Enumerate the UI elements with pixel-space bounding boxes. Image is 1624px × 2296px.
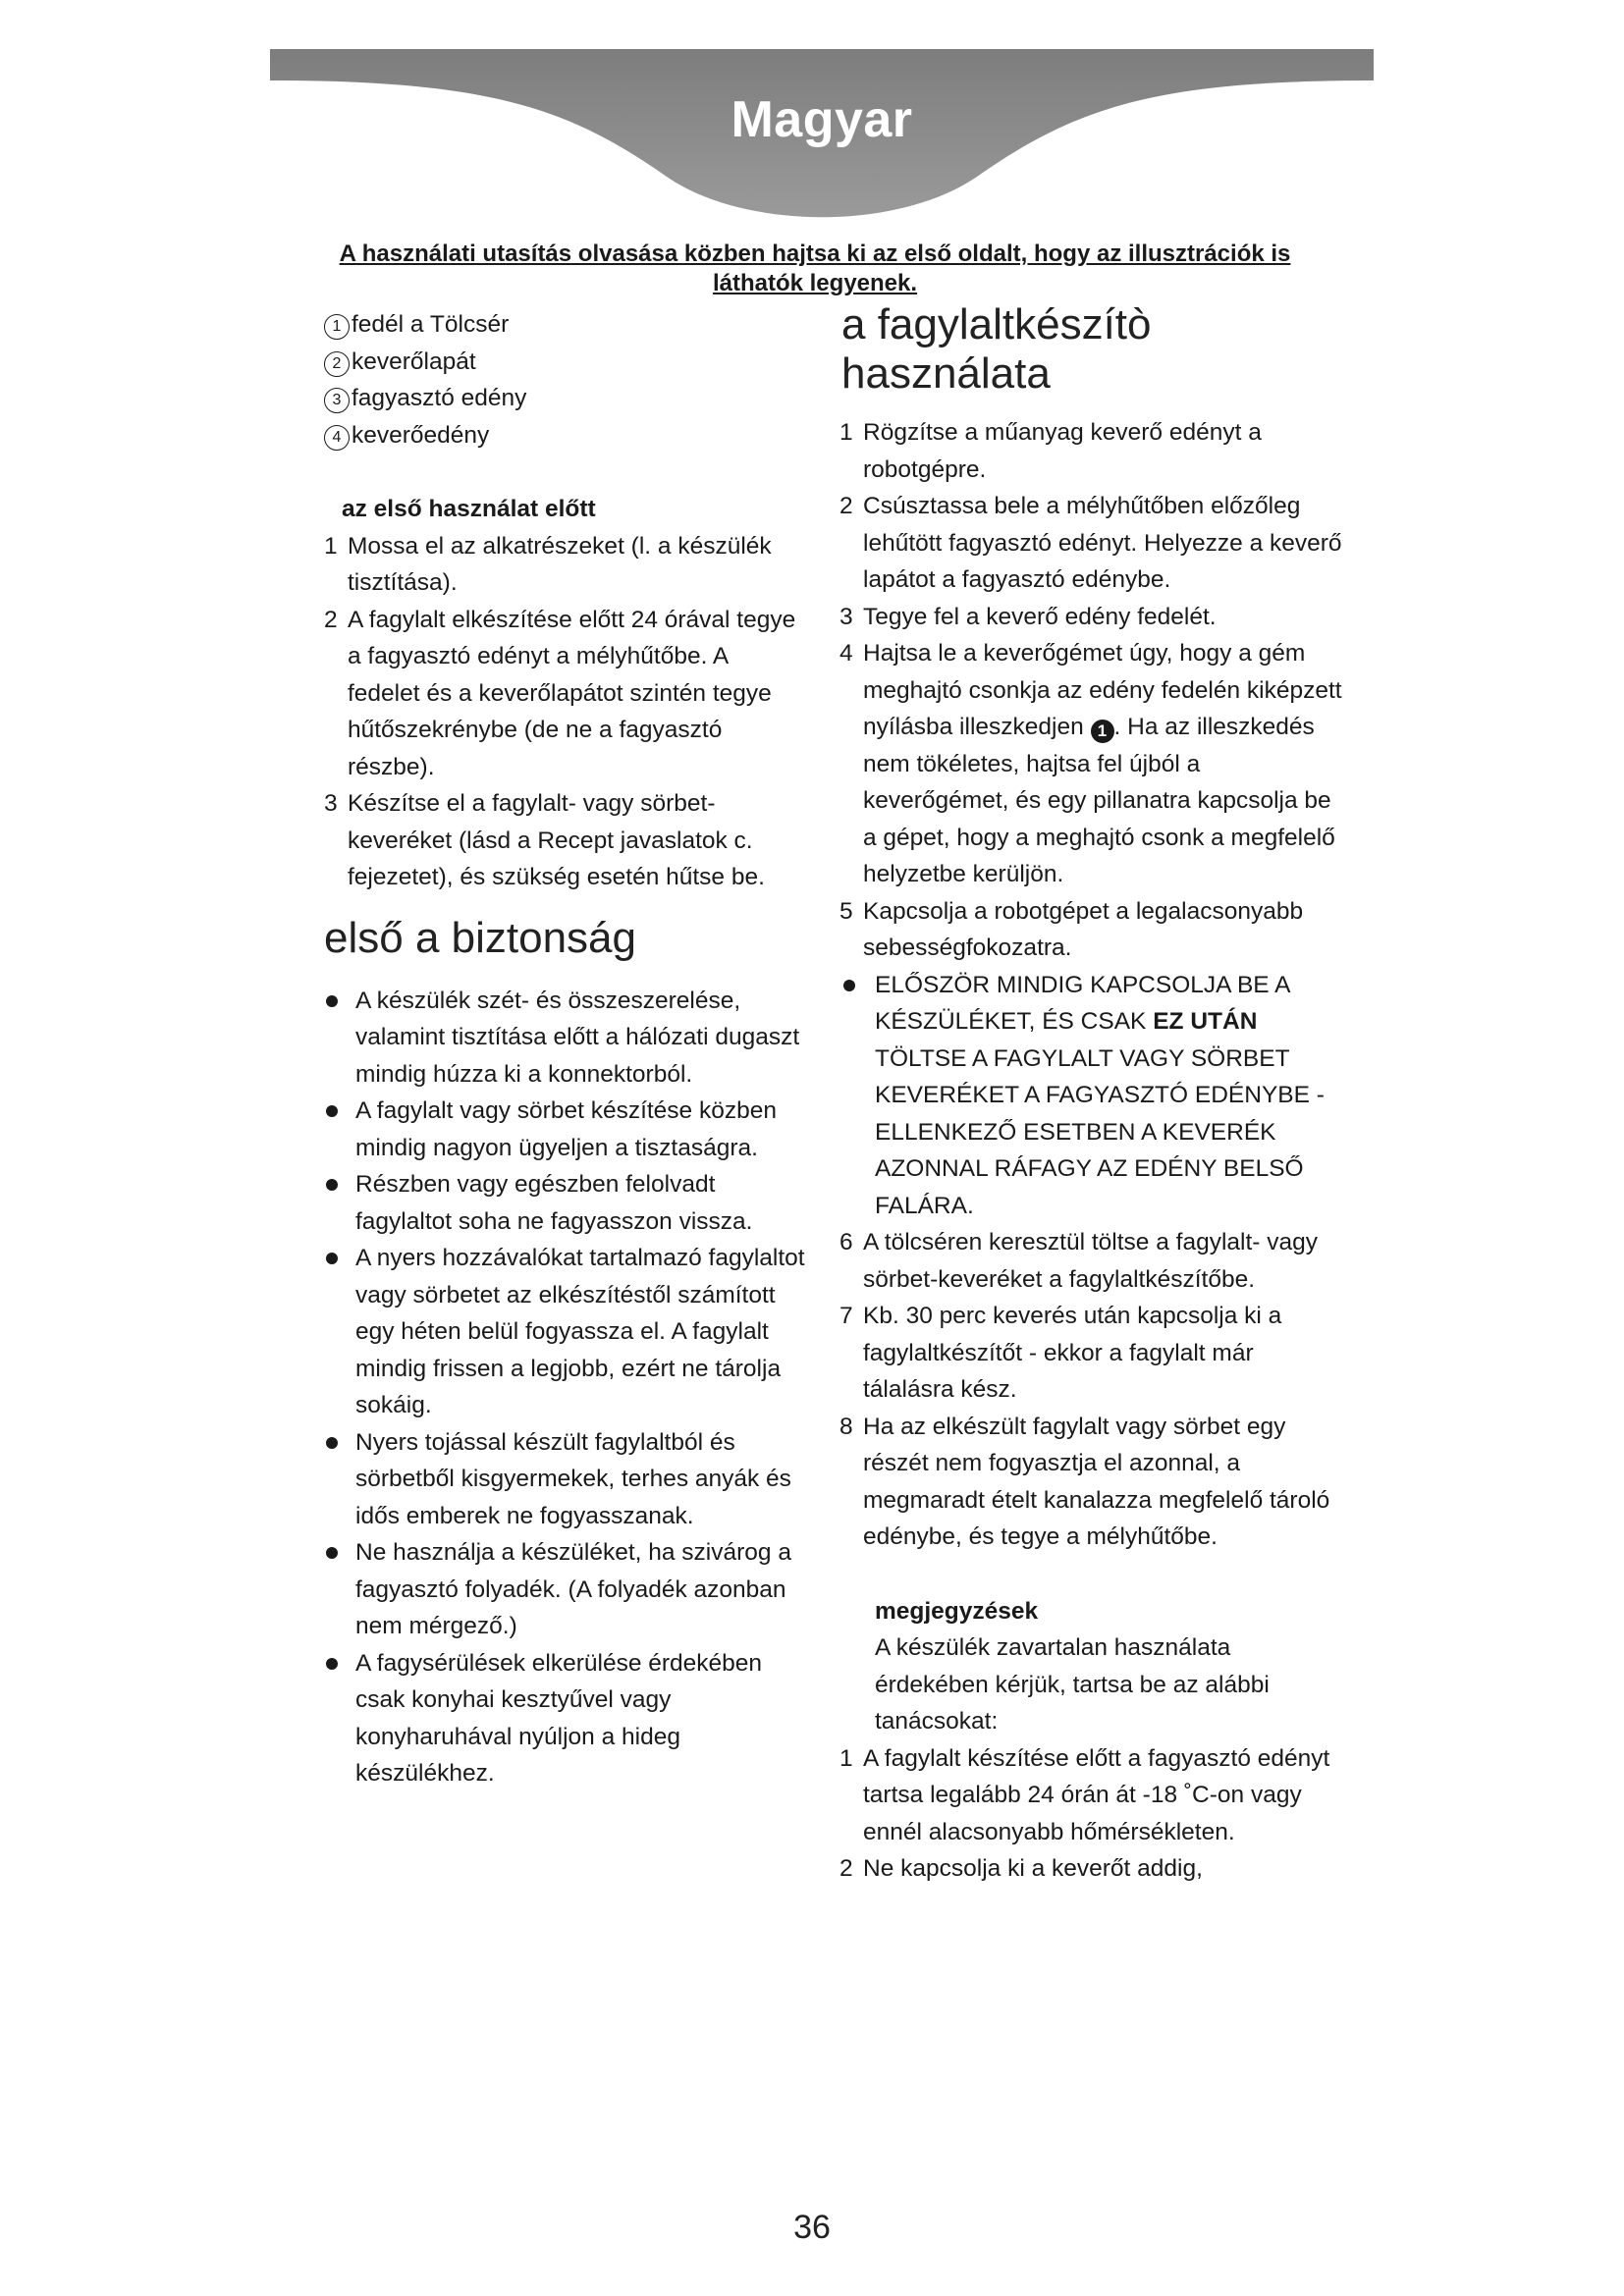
- circled-number-icon: 3: [324, 388, 350, 413]
- circled-number-icon: 2: [324, 351, 350, 377]
- page-title: Magyar: [731, 91, 913, 148]
- list-item: Nyers tojással készült fagylaltból és sörbetből kisgyermekek, terhes anyák és idős emberek ne fogyasszanak.: [324, 1424, 805, 1535]
- list-item: Részben vagy egészben felolvadt fagylaltot soha ne fagyasszon vissza.: [324, 1166, 805, 1240]
- list-item: A fagylalt vagy sörbet készítése közben mindig nagyon ügyeljen a tisztaságra.: [324, 1093, 805, 1166]
- bullet-icon: [326, 995, 338, 1007]
- notes-heading: megjegyzések: [875, 1597, 1039, 1625]
- figure-reference-icon: 1: [1091, 720, 1114, 743]
- bullet-icon: [326, 1658, 338, 1670]
- usage-heading: a fagylaltkészítò használata: [841, 300, 1152, 398]
- part-item: 1 fedél a Tölcsér: [324, 306, 805, 344]
- bullet-icon: [326, 1437, 338, 1449]
- bullet-icon: [326, 1547, 338, 1559]
- foldout-notice: A használati utasítás olvasása közben hajtsa ki az első oldalt, hogy az illusztrációk is láthatók legyenek.: [339, 240, 1291, 296]
- safety-list: [324, 983, 805, 1792]
- parts-list: [324, 306, 805, 454]
- warning-note: ELŐSZÖR MINDIG KAPCSOLJA BE A KÉSZÜLÉKET, ÉS CSAK EZ UTÁN TÖLTSE A FAGYLALT VAGY SÖRBET KEVERÉKET A FAGYASZTÓ EDÉNYBE - ELLENKEZŐ ESETBEN A KEVERÉK AZONNAL RÁFAGY AZ EDÉNY BELSŐ FALÁRA.: [839, 967, 1350, 1225]
- list-item: Ne használja a készüléket, ha szivárog a fagyasztó folyadék. (A folyadék azonban nem mérgező.): [324, 1534, 805, 1645]
- bullet-icon: [326, 1253, 338, 1264]
- circled-number-icon: 1: [324, 314, 350, 340]
- numbered-step: 1 Rögzítse a műanyag keverő edényt a robotgépre.: [839, 419, 1262, 483]
- numbered-step: 1 Mossa el az alkatrészeket (l. a készülék tisztítása).: [324, 532, 772, 596]
- safety-heading: első a biztonság: [324, 913, 636, 962]
- numbered-step: 2 A fagylalt elkészítése előtt 24 órával tegye a fagyasztó edényt a mélyhűtőbe. A fedelet és a keverőlapátot szintén tegye hűtőszekrénybe (de ne a fagyasztó részbe).: [324, 606, 796, 780]
- part-item: 4 keverőedény: [324, 417, 805, 454]
- circled-number-icon: 4: [324, 425, 350, 451]
- bullet-icon: [326, 1105, 338, 1117]
- right-column: [839, 300, 1350, 1888]
- before-first-use-heading: az első használat előtt: [342, 496, 596, 522]
- list-item: A készülék szét- és összeszerelése, valamint tisztítása előtt a hálózati dugaszt mindig húzza ki a konnektorból.: [324, 983, 805, 1094]
- numbered-step: 5 Kapcsolja a robotgépet a legalacsonyabb sebességfokozatra.: [839, 897, 1304, 961]
- list-item: A fagysérülések elkerülése érdekében csak konyhai kesztyűvel vagy konyharuhával nyúljon a hideg készülékhez.: [324, 1645, 805, 1792]
- page-number: 36: [793, 2209, 831, 2246]
- numbered-step: 6 A tölcséren keresztül töltse a fagylalt- vagy sörbet-keveréket a fagylaltkészítőbe.: [839, 1229, 1318, 1293]
- numbered-step: 3 Készítse el a fagylalt- vagy sörbet-keveréket (lásd a Recept javaslatok c. fejezetet), és szükség esetén hűtse be.: [324, 790, 765, 890]
- numbered-step: 3 Tegye fel a keverő edény fedelét.: [839, 603, 1217, 630]
- notes-intro: A készülék zavartalan használata érdekében kérjük, tartsa be az alábbi tanácsokat:: [875, 1634, 1270, 1735]
- part-item: 2 keverőlapát: [324, 344, 805, 381]
- part-item: 3 fagyasztó edény: [324, 380, 805, 417]
- bullet-icon: [326, 1179, 338, 1191]
- numbered-step: 2 Csúsztassa bele a mélyhűtőben előzőleg lehűtött fagyasztó edényt. Helyezze a keverő lapátot a fagyasztó edénybe.: [839, 493, 1342, 593]
- list-item: A nyers hozzávalókat tartalmazó fagylaltot vagy sörbetet az elkészítéstől számított egy héten belül fogyassza el. A fagylalt mindig frissen a legjobb, ezért ne tárolja sokáig.: [324, 1240, 805, 1424]
- numbered-step: 8 Ha az elkészült fagylalt vagy sörbet egy részét nem fogyasztja el azonnal, a megmaradt ételt kanalazza megfelelő tároló edénybe, és tegye a mélyhűtőbe.: [839, 1413, 1330, 1550]
- numbered-step: 7 Kb. 30 perc keverés után kapcsolja ki a fagylaltkészítőt - ekkor a fagylalt már tálalásra kész.: [839, 1303, 1282, 1403]
- numbered-step: 1 A fagylalt készítése előtt a fagyasztó edényt tartsa legalább 24 órán át -18 ˚C-on vagy ennél alacsonyabb hőmérsékleten.: [839, 1744, 1330, 1845]
- numbered-step: 2 Ne kapcsolja ki a keverőt addig,: [839, 1855, 1203, 1882]
- bullet-icon: [843, 980, 855, 991]
- left-column: [324, 306, 805, 1792]
- numbered-step: 4 Hajtsa le a keverőgémet úgy, hogy a gém meghajtó csonkja az edény fedelén kiképzett nyílásba illeszkedjen 1 . Ha az illeszkedés nem tökéletes, hajtsa fel újból a keverőgémet, és egy pillanatra kapcsolja be a gépet, hogy a meghajtó csonk a megfelelő helyzetbe kerüljön.: [839, 640, 1342, 887]
